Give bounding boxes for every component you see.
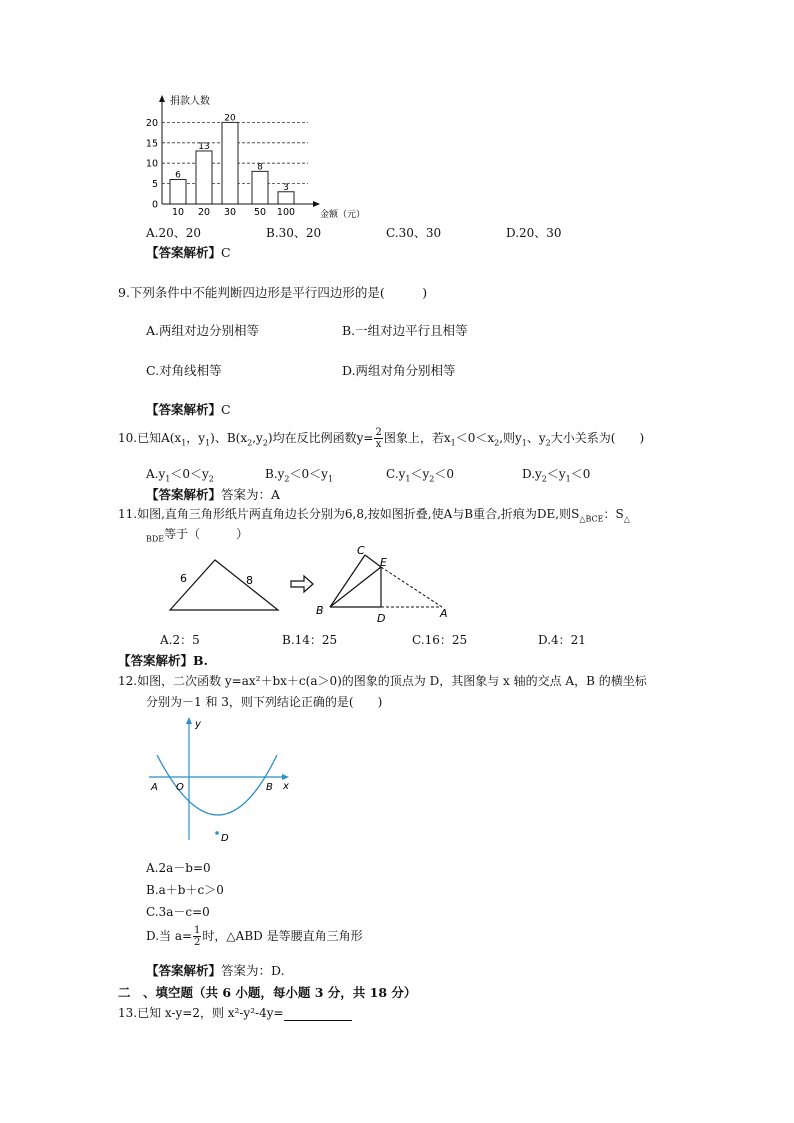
- q10-option-a: $A.y_1<0<y_2$: [146, 467, 214, 484]
- answer-value: C: [221, 245, 231, 260]
- donation-bar-chart: [140, 92, 380, 220]
- x-tick-label: 50: [253, 207, 267, 218]
- q12-stem-line2: 分别为－1 和 3，则下列结论正确的是( ): [146, 695, 383, 709]
- q10-option-d: $D.y_2<y_1<0$: [522, 467, 591, 484]
- point-label-e: E: [380, 556, 387, 569]
- q11-answer: [118, 651, 208, 669]
- label-d: D: [221, 833, 229, 844]
- q13-stem: 13.已知 x-y=2，则 x²-y²-4y=: [118, 1004, 352, 1021]
- bar-value-label: 3: [283, 182, 289, 193]
- q8-answer: [146, 243, 231, 261]
- q11-triangle-figure: [160, 540, 460, 630]
- q10-answer: [146, 485, 280, 503]
- vertex-point: [215, 831, 219, 835]
- x-axis-arrow-icon: [313, 201, 320, 207]
- section-2-title: 二 、填空题（共 6 小题，每小题 3 分，共 18 分）: [118, 985, 417, 1000]
- bar-value-label: 8: [257, 162, 263, 173]
- bar-50: [252, 171, 268, 204]
- fraction: $\frac{2}{x}$: [375, 427, 382, 450]
- y-tick-label: 15: [145, 138, 158, 150]
- q11-stem-line1: 11.如图,直角三角形纸片两直角边长分别为6,8,按如图折叠,使A与B重合,折痕为DE,则$S_{\triangle BCE}$：$S_\triangle$: [118, 507, 630, 524]
- y-tick-label: 0: [151, 199, 158, 211]
- y-tick-label: 5: [151, 179, 158, 191]
- bar-value-label: 13: [198, 141, 210, 152]
- label-x: x: [283, 781, 289, 792]
- q12-option-d: D.当 a= $\frac{1}{2}$ 时，△ABD 是等腰直角三角形: [146, 925, 363, 948]
- y-axis-arrow-icon: [186, 717, 192, 724]
- q11-option-a: A.2：5: [160, 633, 200, 647]
- answer-value: B.: [193, 653, 208, 668]
- q12-answer: [146, 961, 285, 979]
- q12-option-a: A.2a－b=0: [146, 861, 211, 875]
- q12-stem-line1: 12.如图，二次函数 y=ax²＋bx＋c(a＞0)的图象的顶点为 D，其图象与 x 轴的交点 A，B 的横坐标: [118, 674, 647, 688]
- side-label-6: 6: [180, 572, 187, 585]
- answer-label: 【答案解析】: [146, 487, 222, 502]
- q10-option-c: $C.y_1<y_2<0$: [386, 467, 454, 484]
- label-a: A: [151, 782, 158, 793]
- q11-option-b: B.14：25: [282, 633, 338, 647]
- answer-label: 【答案解析】: [146, 245, 222, 260]
- label-y: y: [195, 719, 201, 730]
- bar-value-label: 6: [175, 170, 181, 181]
- point-label-b: B: [316, 604, 324, 617]
- answer-label: 【答案解析】: [118, 653, 194, 668]
- q9-option-a: A.两组对边分别相等: [146, 323, 260, 338]
- q11-stem-line2: $_{BDE}$等于（ ）: [146, 527, 249, 544]
- parabola-curve: [157, 755, 277, 815]
- bar-10: [170, 180, 186, 204]
- x-tick-label: 20: [197, 207, 211, 218]
- answer-value: C: [221, 402, 231, 417]
- q9-stem: 9.下列条件中不能判断四边形是平行四边形的是( ): [118, 285, 428, 300]
- q12-parabola-figure: [145, 715, 295, 845]
- x-tick-label: 10: [171, 207, 185, 218]
- answer-value: 答案为：D.: [221, 963, 285, 978]
- label-o: O: [176, 782, 184, 793]
- x-axis-label: 金额（元）: [320, 210, 366, 220]
- q8-option-c: C.30、30: [386, 226, 442, 240]
- point-label-c: C: [357, 544, 365, 557]
- x-axis-arrow-icon: [282, 774, 289, 780]
- q8-option-d: D.20、30: [506, 226, 562, 240]
- q10-stem: 10.已知$A(x_1$，$y_1$)、$B(x_2,y_2)$均在反比例函数y= $\frac{2}{x}$ 图象上，若$x_1<0<x_2$,则$y_1$、$y_2$大小关系为( ): [118, 427, 645, 450]
- q10-option-b: $B.y_2<0<y_1$: [265, 467, 334, 484]
- q11-option-d: D.4：21: [538, 633, 586, 647]
- side-label-8: 8: [246, 574, 253, 587]
- answer-value: 答案为：A: [221, 487, 281, 502]
- bar-value-label: 20: [224, 113, 236, 124]
- point-label-d: D: [377, 612, 386, 625]
- q12-option-b: B.a＋b＋c＞0: [146, 883, 224, 897]
- y-tick-label: 20: [145, 117, 158, 129]
- q9-answer: [146, 400, 231, 418]
- q8-option-b: B.30、20: [266, 226, 322, 240]
- point-label-a: A: [440, 607, 448, 620]
- q8-option-a: A.20、20: [146, 226, 202, 240]
- fraction: $\frac{1}{2}$: [194, 925, 201, 948]
- x-tick-label: 30: [223, 207, 237, 218]
- q12-option-c: C.3a－c=0: [146, 905, 210, 919]
- label-b: B: [266, 782, 273, 793]
- q9-option-b: B.一组对边平行且相等: [342, 323, 468, 338]
- bar-100: [278, 192, 294, 204]
- x-tick-label: 100: [276, 207, 296, 218]
- bar-20: [196, 151, 212, 204]
- answer-label: 【答案解析】: [146, 963, 222, 978]
- y-tick-label: 10: [145, 158, 158, 170]
- q9-option-c: C.对角线相等: [146, 363, 222, 378]
- answer-label: 【答案解析】: [146, 402, 222, 417]
- q11-option-c: C.16：25: [412, 633, 468, 647]
- answer-blank[interactable]: [284, 1008, 352, 1021]
- fold-arrow-icon: [291, 576, 313, 592]
- q9-option-d: D.两组对角分别相等: [342, 363, 456, 378]
- bar-30: [222, 122, 238, 204]
- triangle-original: [170, 560, 278, 610]
- y-axis-label: 捐款人数: [170, 96, 210, 107]
- y-axis-arrow-icon: [159, 95, 165, 102]
